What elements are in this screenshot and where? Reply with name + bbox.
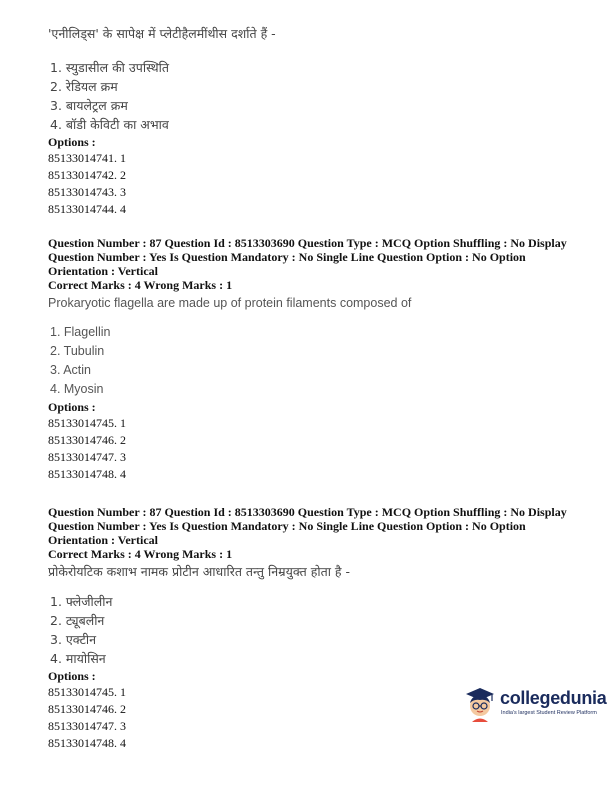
choice-list (50, 58, 588, 134)
question-block-2 (48, 236, 588, 483)
choice-list (50, 592, 588, 668)
option-id: 85133014743. 3 (48, 185, 126, 199)
options-label: Options : (48, 135, 96, 149)
choice-item: 3. एक्टीन (50, 632, 97, 647)
option-id: 85133014746. 2 (48, 702, 126, 716)
options-label: Options : (48, 400, 96, 414)
question-stem: 'एनीलिड्स' के सापेक्ष में प्लेटीहैलमींथीस दर्शाते हैं - (48, 26, 276, 41)
marks-line: Correct Marks : 4 Wrong Marks : 1 (48, 547, 233, 561)
option-id: 85133014748. 4 (48, 736, 126, 750)
option-id: 85133014747. 3 (48, 450, 126, 464)
marks-line: Correct Marks : 4 Wrong Marks : 1 (48, 278, 233, 292)
collegedunia-logo (462, 684, 607, 724)
choice-item: 1. Flagellin (50, 325, 111, 339)
choice-item: 4. मायोसिन (50, 651, 106, 666)
question-header: Question Number : 87 Question Id : 8513303690 Question Type : MCQ Option Shuffling : No Display Question Number : Yes Is Question Mandatory : No Single Line Question Option : No Option Orientation : Vertical (48, 236, 567, 278)
choice-item: 2. रेडियल क्रम (50, 79, 118, 94)
option-id: 85133014745. 1 (48, 416, 126, 430)
question-stem: प्रोकेरोयटिक कशाभ नामक प्रोटीन आधारित तन्तु निम्रयुक्त होता है - (48, 564, 351, 579)
option-id-list (48, 415, 588, 483)
question-stem: Prokaryotic flagella are made up of protein filaments composed of (48, 296, 412, 310)
option-id: 85133014747. 3 (48, 719, 126, 733)
choice-item: 3. Actin (50, 363, 91, 377)
choice-item: 2. Tubulin (50, 344, 105, 358)
option-id-list (48, 150, 588, 218)
choice-item: 4. बॉडी केविटी का अभाव (50, 117, 169, 132)
choice-item: 1. स्युडासील की उपस्थिति (50, 60, 170, 75)
option-id: 85133014745. 1 (48, 685, 126, 699)
option-id: 85133014741. 1 (48, 151, 126, 165)
question-block-1 (48, 24, 588, 218)
option-id: 85133014746. 2 (48, 433, 126, 447)
choice-item: 2. ट्यूबलीन (50, 613, 105, 628)
option-id: 85133014748. 4 (48, 467, 126, 481)
mascot-icon (462, 685, 498, 723)
choice-list (50, 323, 588, 399)
logo-wordmark: collegedunia (500, 688, 607, 708)
choice-item: 1. फ्लेजीलीन (50, 594, 113, 609)
choice-item: 3. बायलेट्रल क्रम (50, 98, 128, 113)
option-id: 85133014744. 4 (48, 202, 126, 216)
options-label: Options : (48, 669, 96, 683)
choice-item: 4. Myosin (50, 382, 104, 396)
logo-tagline: India's largest Student Review Platform (501, 710, 597, 716)
question-header: Question Number : 87 Question Id : 8513303690 Question Type : MCQ Option Shuffling : No Display Question Number : Yes Is Question Mandatory : No Single Line Question Option : No Option Orientation : Vertical (48, 505, 567, 547)
option-id: 85133014742. 2 (48, 168, 126, 182)
